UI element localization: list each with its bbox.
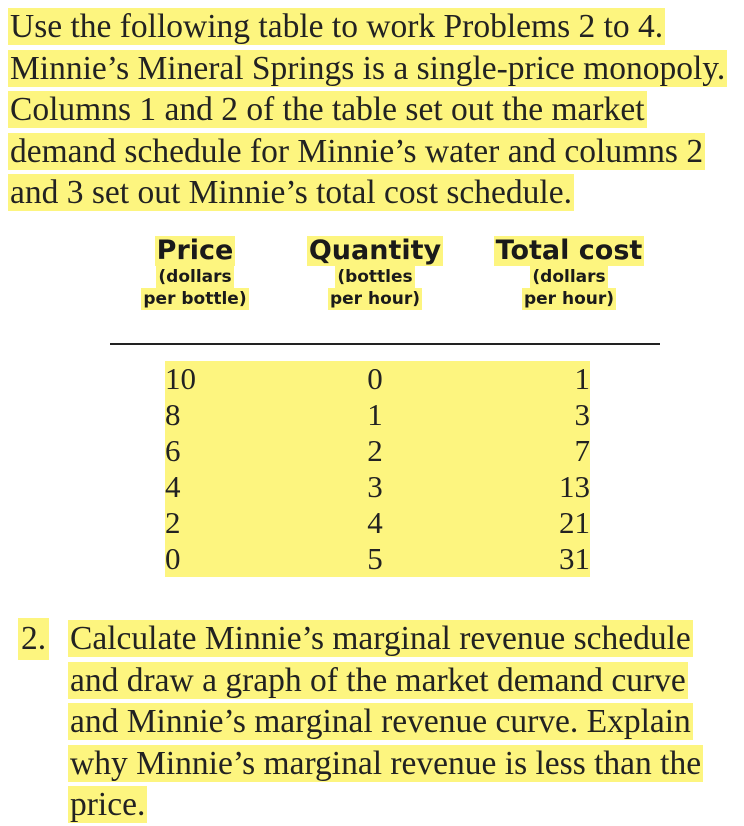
header-quantity-sub1: (bottles <box>337 267 413 287</box>
price-cell: 10 <box>165 361 196 396</box>
header-price-sub2: per bottle) <box>143 289 247 309</box>
quantity-cell: 1 <box>367 397 383 432</box>
question-line: why Minnie’s marginal revenue is less than the <box>70 744 702 782</box>
intro-line: and 3 set out Minnie’s total cost schedule. <box>10 174 572 211</box>
total-cost-column <box>535 361 590 577</box>
header-price-sub1: (dollars <box>158 267 232 287</box>
quantity-cell: 2 <box>367 433 383 468</box>
price-cell: 0 <box>165 541 181 576</box>
quantity-cell: 5 <box>367 541 383 576</box>
intro-line: demand schedule for Minnie’s water and columns 2 <box>10 132 704 170</box>
header-quantity-title: Quantity <box>308 235 442 266</box>
quantity-cell: 4 <box>367 505 383 540</box>
total-cost-cell: 7 <box>574 433 590 468</box>
question-number: 2. <box>18 618 49 660</box>
intro-paragraph <box>8 6 736 214</box>
header-quantity <box>290 236 460 310</box>
header-total-cost-sub2: per hour) <box>523 289 615 309</box>
intro-line: Use the following table to work Problems 2 to 4. <box>10 8 664 45</box>
question-line: price. <box>70 786 146 823</box>
intro-line: Minnie’s Mineral Springs is a single-price monopoly. <box>10 49 726 87</box>
question-text <box>68 618 703 826</box>
question-line: and Minnie’s marginal revenue curve. Explain <box>70 703 691 740</box>
intro-line: Columns 1 and 2 of the table set out the market <box>10 91 645 128</box>
quantity-cell: 0 <box>367 361 383 396</box>
header-total-cost <box>484 236 654 310</box>
total-cost-cell: 13 <box>559 469 590 504</box>
question-line: and draw a graph of the market demand curve <box>70 661 686 699</box>
header-total-cost-sub1: (dollars <box>532 267 606 287</box>
quantity-column <box>215 361 535 577</box>
total-cost-cell: 31 <box>559 541 590 576</box>
price-cell: 6 <box>165 433 181 468</box>
header-divider <box>110 343 660 345</box>
header-price <box>110 236 280 310</box>
question-line: Calculate Minnie’s marginal revenue schedule <box>70 620 691 657</box>
price-column <box>165 361 215 577</box>
price-cell: 4 <box>165 469 181 504</box>
header-quantity-sub2: per hour) <box>329 289 421 309</box>
total-cost-cell: 1 <box>574 361 590 396</box>
header-total-cost-title: Total cost <box>495 235 643 266</box>
total-cost-cell: 3 <box>574 397 590 432</box>
header-price-title: Price <box>156 235 234 266</box>
price-cell: 8 <box>165 397 181 432</box>
total-cost-cell: 21 <box>559 505 590 540</box>
price-cell: 2 <box>165 505 181 540</box>
quantity-cell: 3 <box>367 469 383 504</box>
